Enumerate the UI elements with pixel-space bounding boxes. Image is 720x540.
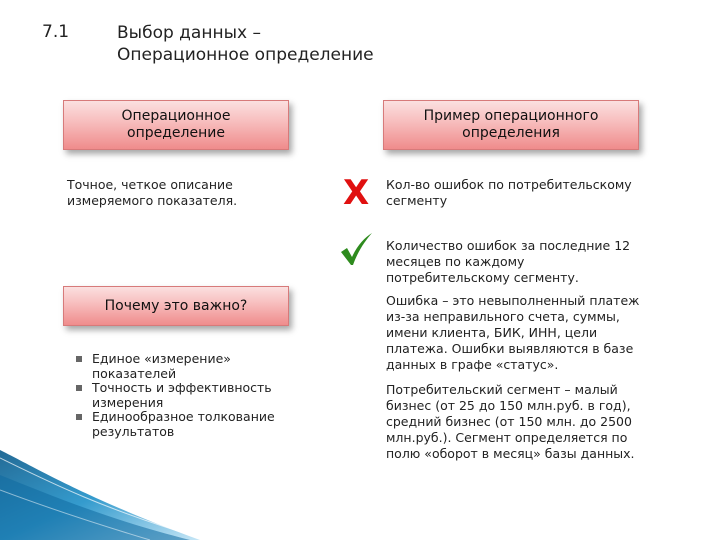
- bullet-icon: [76, 414, 82, 420]
- error-definition-text: Ошибка – это невыполненный платеж из-за неправильного счета, суммы, имени клиента, БИК, ИНН, цели платежа. Ошибки выявляются в базе данных в графе «статус».: [386, 293, 640, 372]
- why-important-header-label: Почему это важно?: [104, 297, 248, 314]
- example-header-label: Пример операционного определения: [423, 108, 599, 141]
- bullet-icon: [76, 356, 82, 362]
- operational-definition-header: [63, 100, 289, 150]
- good-example-text: Количество ошибок за последние 12 месяцев по каждому потребительскому сегменту.: [386, 238, 631, 285]
- list-item: [76, 410, 306, 439]
- definition-text: Точное, четкое описание измеряемого показателя.: [67, 177, 238, 208]
- bullet-icon: [76, 385, 82, 391]
- importance-list: [76, 352, 306, 439]
- segment-definition-text: Потребительский сегмент – малый бизнес (от 25 до 150 млн.руб. в год), средний бизнес (от 150 млн. до 2500 млн.руб.). Сегмент определяется по полю «оборот в месяц» базы данных.: [386, 382, 635, 461]
- list-item: [76, 381, 306, 410]
- checkmark-icon: [338, 232, 374, 268]
- cross-icon: X: [343, 173, 370, 213]
- list-item-text: Точность и эффективность измерения: [92, 380, 272, 410]
- why-important-header: [63, 286, 289, 326]
- example-header: [383, 100, 639, 150]
- list-item-text: Единое «измерение» показателей: [92, 351, 231, 381]
- list-item: [76, 352, 306, 381]
- bad-example-text: Кол-во ошибок по потребительскому сегменту: [386, 177, 632, 208]
- decorative-wave: [0, 450, 200, 540]
- slide-title: Выбор данных – Операционное определение: [117, 23, 374, 65]
- list-item-text: Единообразное толкование результатов: [92, 409, 275, 439]
- operational-definition-header-label: Операционное определение: [121, 108, 231, 141]
- slide-number: 7.1: [42, 22, 70, 42]
